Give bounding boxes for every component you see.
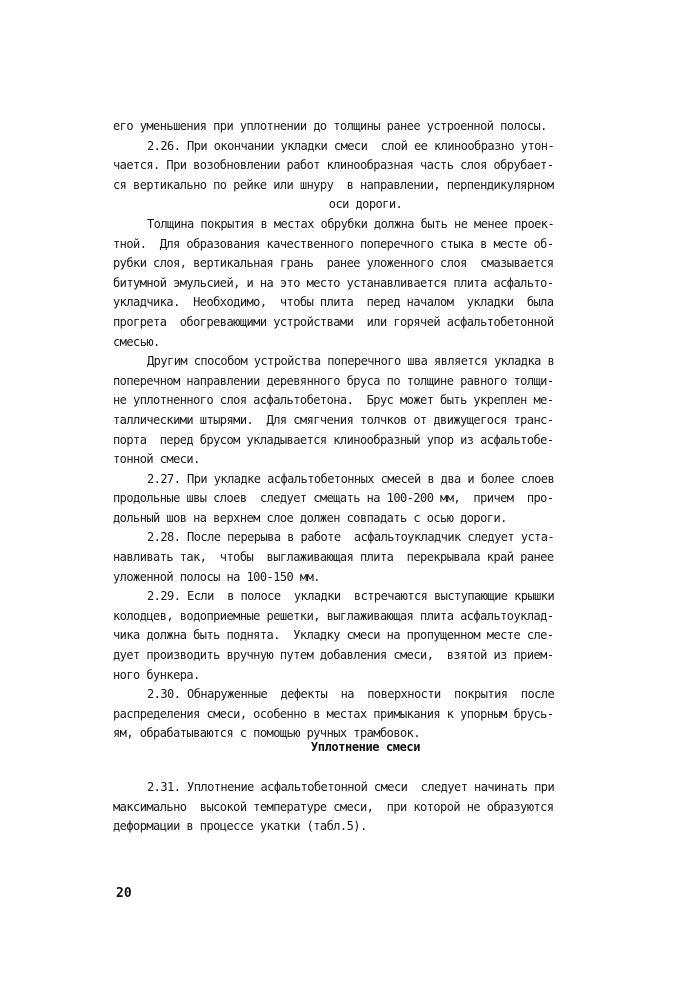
paragraph-line: ся вертикально по рейке или шнуру в направлении, перпендикулярном (113, 177, 554, 192)
paragraph-line: таллическими штырями. Для смягчения толчков от движущегося транс- (113, 412, 554, 427)
paragraph-line: поперечном направлении деревянного бруса по толщине равного толщи- (113, 373, 554, 388)
paragraph-line: смесью. (113, 334, 160, 349)
paragraph-line: уложенной полосы на 100-150 мм. (113, 569, 320, 584)
paragraph-line: Толщина покрытия в местах обрубки должна быть не менее проек- (147, 216, 555, 231)
paragraph-line: оси дороги. (328, 197, 403, 212)
paragraph-line: его уменьшения при уплотнении до толщины ранее устроенной полосы. (113, 119, 547, 133)
paragraph-line: прогрета обогревающими устройствами или горячей асфальтобетонной (113, 314, 554, 329)
text-block-lower (113, 778, 618, 837)
paragraph-line: 2.31. Уплотнение асфальтобетонной смеси следует начинать при (147, 780, 555, 794)
paragraph-line: тонной смеси. (113, 452, 200, 467)
paragraph-line: укладчика. Необходимо, чтобы плита перед началом укладки была (113, 295, 554, 310)
paragraph-line: чается. При возобновлении работ клинообразная часть слоя обрубает- (113, 158, 554, 173)
paragraph-line: 2.26. При окончании укладки смеси слой ее клинообразно утон- (147, 138, 555, 153)
text-block-upper (113, 117, 618, 744)
paragraph-line: рубки слоя, вертикальная грань ранее уложенного слоя смазывается (113, 256, 554, 271)
paragraph-line: навливать так, чтобы выглаживающая плита перекрывала край ранее (113, 550, 554, 565)
paragraph-line: дольный шов на верхнем слое должен совпадать с осью дороги. (113, 510, 507, 525)
section-heading: Уплотнение смеси (310, 740, 421, 754)
paragraph-line: порта перед брусом укладывается клинообразный упор из асфальтобе- (113, 432, 554, 447)
paragraph-line: распределения смеси, особенно в местах примыкания к упорным брусь- (113, 706, 554, 721)
page-number: 20 (116, 886, 132, 901)
paragraph-line: 2.27. При укладке асфальтобетонных смесей в два и более слоев (147, 471, 555, 486)
paragraph-line: ям, обрабатываются с помощью ручных трамбовок. (113, 726, 421, 741)
paragraph-line: чика должна быть поднята. Укладку смеси на пропущенном месте сле- (113, 628, 554, 643)
paragraph-line: битумной эмульсией, и на это место устанавливается плита асфальто- (113, 275, 554, 290)
paragraph-line: Другим способом устройства поперечного шва является укладка в (147, 354, 555, 369)
paragraph-line: колодцев, водоприемные решетки, выглаживающая плита асфальтоуклад- (113, 608, 554, 623)
paragraph-line: дует производить вручную путем добавления смеси, взятой из прием- (113, 648, 554, 663)
paragraph-line: 2.29. Если в полосе укладки встречаются выступающие крышки (147, 589, 555, 604)
paragraph-line: 2.30. Обнаруженные дефекты на поверхности покрытия после (147, 687, 555, 702)
paragraph-line: максимально высокой температуре смеси, при которой не образуются (113, 799, 554, 814)
paragraph-line: ного бункера. (113, 667, 200, 682)
paragraph-line: продольные швы слоев следует смещать на 100-200 мм, причем про- (113, 491, 554, 506)
paragraph-line: тной. Для образования качественного поперечного стыка в месте об- (113, 236, 554, 251)
paragraph-line: 2.28. После перерыва в работе асфальтоукладчик следует уста- (147, 530, 555, 545)
paragraph-line: не уплотненного слоя асфальтобетона. Брус может быть укреплен ме- (113, 393, 554, 408)
paragraph-line: деформации в процессе укатки (табл.5). (113, 819, 367, 834)
